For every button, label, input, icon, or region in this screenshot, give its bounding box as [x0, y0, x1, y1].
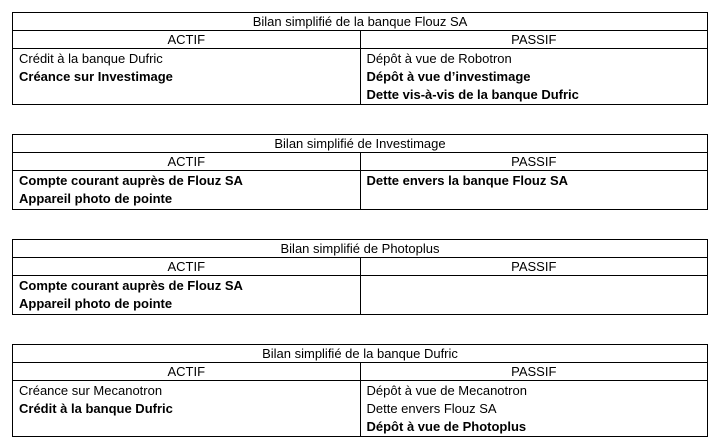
- actif-line: Appareil photo de pointe: [19, 296, 173, 311]
- passif-cell: [360, 49, 708, 105]
- passif-line: Dette envers la banque Flouz SA: [366, 173, 569, 188]
- bilan-title: Bilan simplifié de la banque Dufric: [13, 345, 708, 363]
- passif-header: PASSIF: [360, 258, 708, 276]
- passif-line: Dépôt à vue de Robotron: [366, 51, 512, 66]
- actif-line: Crédit à la banque Dufric: [19, 401, 173, 416]
- actif-line: Créance sur Investimage: [19, 69, 173, 84]
- bilan-title: Bilan simplifié de Photoplus: [13, 240, 708, 258]
- bilan-table-flouz: [12, 12, 708, 105]
- passif-cell: [360, 381, 708, 437]
- bilan-table-investimage: [12, 134, 708, 210]
- actif-header: ACTIF: [13, 258, 361, 276]
- actif-cell: [13, 276, 361, 315]
- actif-cell: [13, 171, 361, 210]
- actif-header: ACTIF: [13, 153, 361, 171]
- passif-line: Dépôt à vue de Photoplus: [366, 419, 527, 434]
- actif-line: Compte courant auprès de Flouz SA: [19, 278, 243, 293]
- actif-line: Créance sur Mecanotron: [19, 383, 163, 398]
- passif-line: Dette vis-à-vis de la banque Dufric: [366, 87, 579, 102]
- actif-header: ACTIF: [13, 363, 361, 381]
- bilan-table-dufric: [12, 344, 708, 437]
- actif-cell: [13, 49, 361, 105]
- bilan-table-photoplus: [12, 239, 708, 315]
- passif-line: Dépôt à vue de Mecanotron: [366, 383, 527, 398]
- actif-line: Appareil photo de pointe: [19, 191, 173, 206]
- passif-line: Dette envers Flouz SA: [366, 401, 497, 416]
- actif-line: Crédit à la banque Dufric: [19, 51, 163, 66]
- bilan-title: Bilan simplifié de la banque Flouz SA: [13, 13, 708, 31]
- passif-header: PASSIF: [360, 363, 708, 381]
- actif-header: ACTIF: [13, 31, 361, 49]
- passif-header: PASSIF: [360, 31, 708, 49]
- actif-line: Compte courant auprès de Flouz SA: [19, 173, 243, 188]
- actif-cell: [13, 381, 361, 437]
- passif-cell: [360, 171, 708, 210]
- passif-cell: [360, 276, 708, 315]
- passif-header: PASSIF: [360, 153, 708, 171]
- bilan-title: Bilan simplifié de Investimage: [13, 135, 708, 153]
- passif-line: Dépôt à vue d’investimage: [366, 69, 531, 84]
